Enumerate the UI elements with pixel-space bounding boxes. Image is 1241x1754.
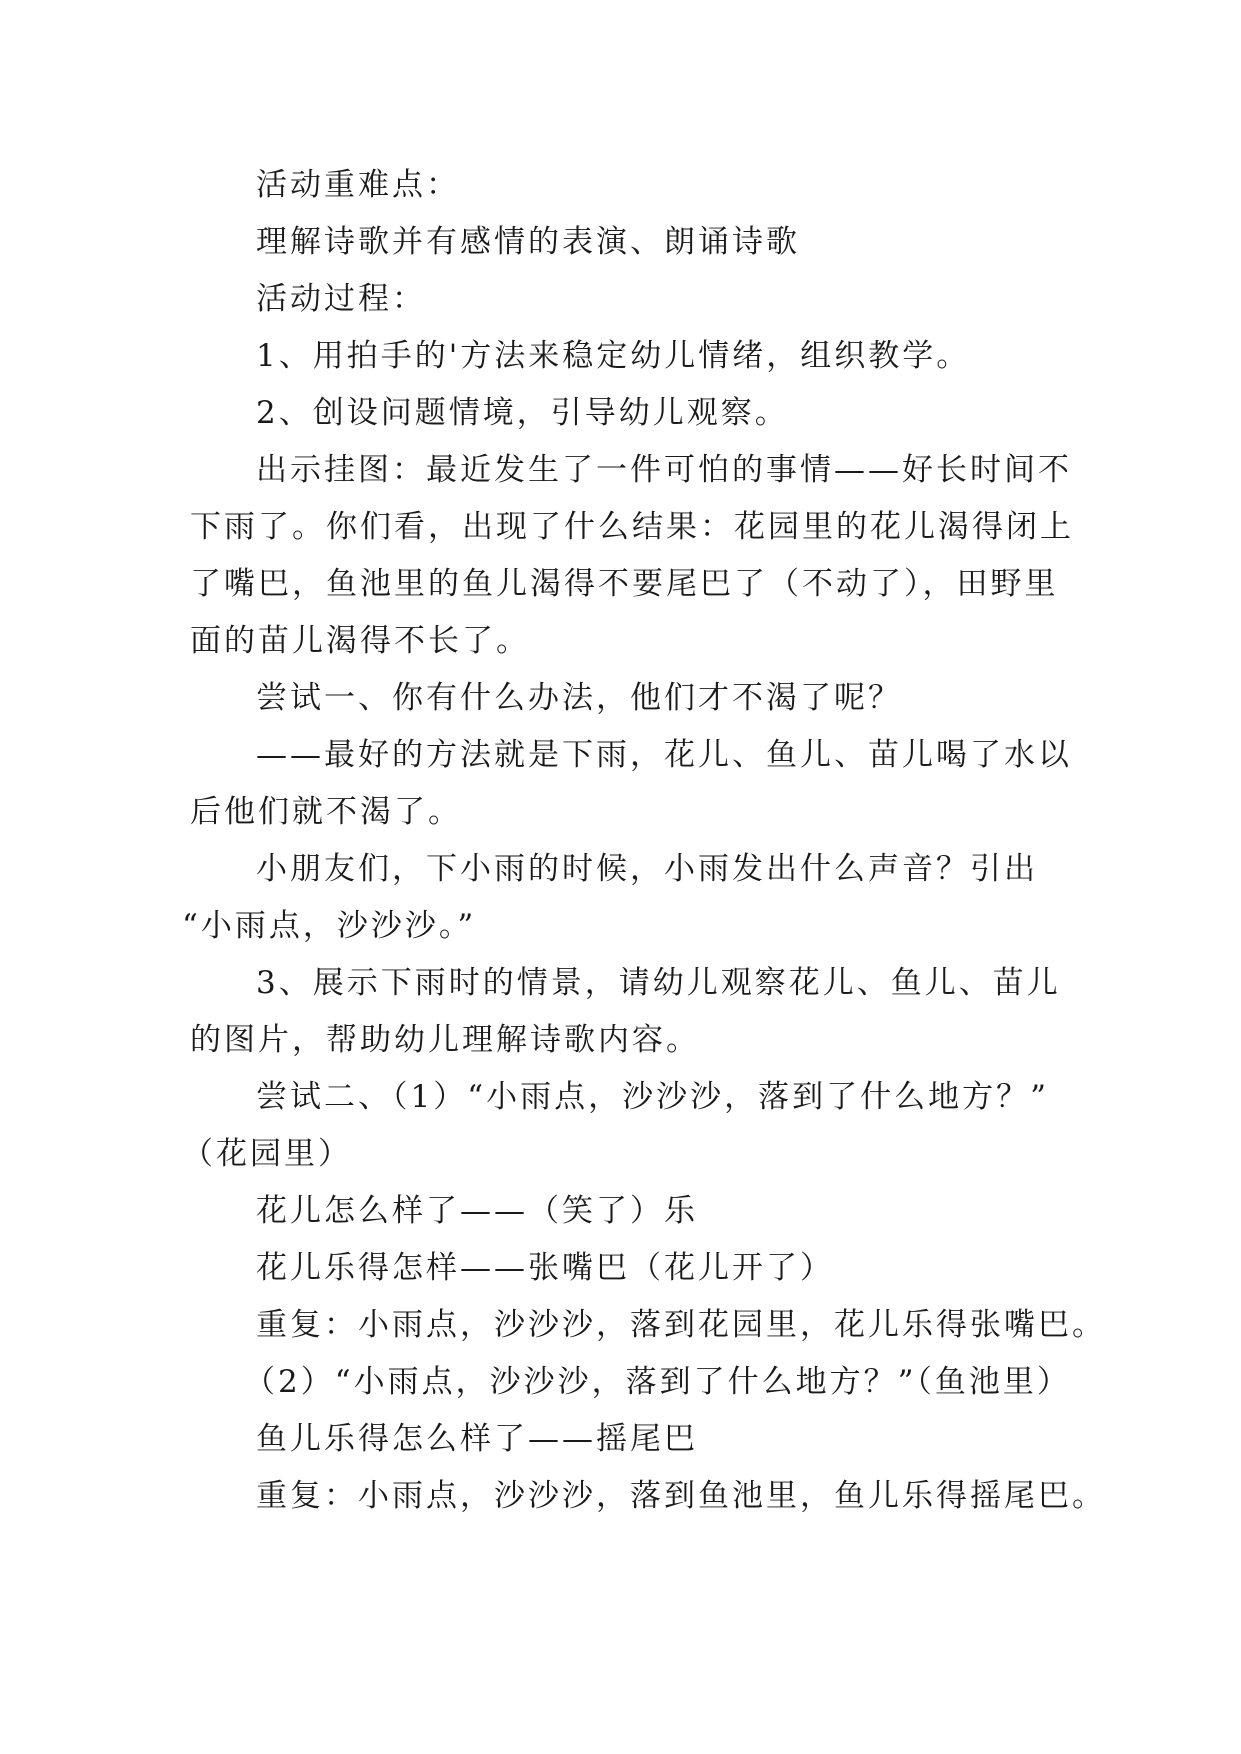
paragraph-line: 尝试二、（1）“小雨点，沙沙沙，落到了什么地方？” [256,1079,1049,1115]
paragraph-line: 3、展示下雨时的情景，请幼儿观察花儿、鱼儿、苗儿 [256,965,1061,1001]
paragraph-line: （2）“小雨点，沙沙沙，落到了什么地方？”（鱼池里） [244,1364,1071,1400]
paragraph-line: （花园里） [182,1136,352,1172]
paragraph-line: 花儿怎么样了——（笑了）乐 [256,1193,698,1229]
paragraph-line: 2、创设问题情境，引导幼儿观察。 [256,395,789,431]
paragraph-line: 下雨了。你们看，出现了什么结果：花园里的花儿渴得闭上 [190,509,1074,545]
paragraph-line: 后他们就不渴了。 [190,794,462,830]
paragraph-line: 面的苗儿渴得不长了。 [190,623,530,659]
paragraph-line: 尝试一、你有什么办法，他们才不渴了呢？ [256,680,902,716]
paragraph-line: 重复：小雨点，沙沙沙，落到鱼池里，鱼儿乐得摇尾巴。 [256,1478,1106,1514]
paragraph-line: 花儿乐得怎样——张嘴巴（花儿开了） [256,1250,834,1286]
paragraph-line: 了嘴巴，鱼池里的鱼儿渴得不要尾巴了（不动了），田野里 [190,566,1059,602]
paragraph-line: 1、用拍手的'方法来稳定幼儿情绪，组织教学。 [256,338,971,374]
paragraph-line: 理解诗歌并有感情的表演、朗诵诗歌 [256,224,800,260]
paragraph-line: “小雨点，沙沙沙。” [182,908,477,944]
paragraph-line: 的图片，帮助幼儿理解诗歌内容。 [190,1022,700,1058]
paragraph-line: 小朋友们，下小雨的时候，小雨发出什么声音？引出 [256,851,1038,887]
heading-key-points: 活动重难点： [256,167,460,203]
heading-process: 活动过程： [256,281,426,317]
paragraph-line: 鱼儿乐得怎么样了——摇尾巴 [256,1421,698,1457]
paragraph-line: 出示挂图：最近发生了一件可怕的事情——好长时间不 [256,452,1072,488]
paragraph-line: 重复：小雨点，沙沙沙，落到花园里，花儿乐得张嘴巴。 [256,1307,1106,1343]
paragraph-line: ——最好的方法就是下雨，花儿、鱼儿、苗儿喝了水以 [256,737,1072,773]
